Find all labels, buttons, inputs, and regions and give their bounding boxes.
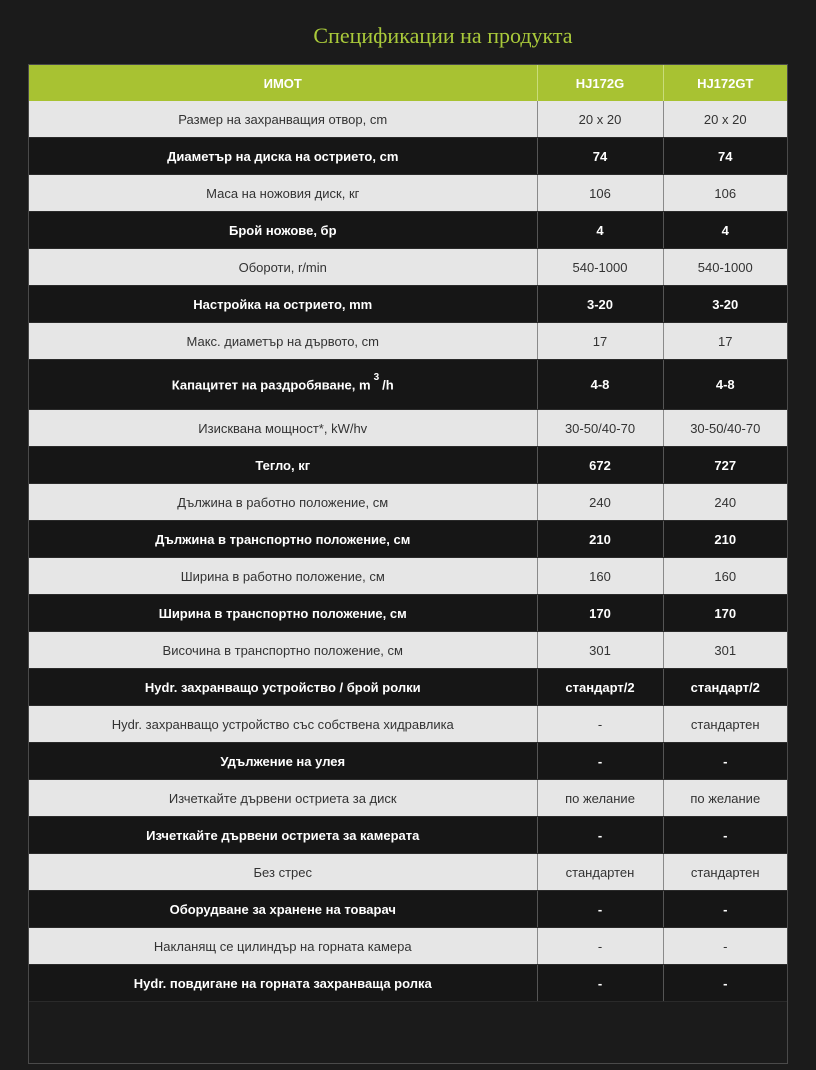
- table-row: [29, 891, 787, 928]
- table-row: [29, 780, 787, 817]
- table-row: [29, 706, 787, 743]
- property-label: [29, 212, 537, 249]
- value-hj172gt: стандартен: [663, 854, 787, 891]
- property-label: [29, 928, 537, 965]
- value-hj172gt: 3-20: [663, 286, 787, 323]
- value-hj172gt: -: [663, 743, 787, 780]
- property-label: [29, 323, 537, 360]
- property-label: [29, 891, 537, 928]
- table-header-row: [29, 65, 787, 101]
- table-row: [29, 447, 787, 484]
- value-hj172g: 20 x 20: [537, 101, 663, 138]
- table-row: [29, 854, 787, 891]
- spec-table: [29, 65, 787, 1002]
- header-model-hj172g: HJ172G: [537, 65, 663, 101]
- property-label: [29, 484, 537, 521]
- value-hj172gt: 20 x 20: [663, 101, 787, 138]
- property-label: [29, 854, 537, 891]
- property-label: [29, 632, 537, 669]
- value-hj172g: 17: [537, 323, 663, 360]
- property-label-text: Удължение на улея: [220, 753, 346, 769]
- property-label-text: Дължина в работно положение, см: [177, 494, 389, 510]
- value-hj172g: -: [537, 743, 663, 780]
- property-label-text: Без стрес: [253, 864, 312, 880]
- table-row: [29, 669, 787, 706]
- value-hj172g: 3-20: [537, 286, 663, 323]
- property-label-text: Настройка на острието, mm: [193, 296, 373, 312]
- value-hj172g: 160: [537, 558, 663, 595]
- value-hj172gt: 240: [663, 484, 787, 521]
- property-label: [29, 706, 537, 743]
- property-label: [29, 447, 537, 484]
- value-hj172gt: 106: [663, 175, 787, 212]
- property-label: [29, 780, 537, 817]
- table-row: [29, 595, 787, 632]
- value-hj172gt: -: [663, 891, 787, 928]
- value-hj172g: по желание: [537, 780, 663, 817]
- value-hj172g: -: [537, 891, 663, 928]
- property-label: [29, 817, 537, 854]
- property-label-text: Изчеткайте дървени остриета за камерата: [146, 827, 420, 843]
- value-hj172g: -: [537, 928, 663, 965]
- property-label-text: Височина в транспортно положение, см: [162, 642, 403, 658]
- table-row: [29, 323, 787, 360]
- value-hj172gt: 160: [663, 558, 787, 595]
- property-label-text: Макс. диаметър на дървото, cm: [186, 333, 379, 349]
- table-row: [29, 175, 787, 212]
- property-label: [29, 558, 537, 595]
- property-label: [29, 101, 537, 138]
- property-label-text: Hydr. повдигане на горната захранваща ролка: [133, 975, 432, 991]
- value-hj172gt: 74: [663, 138, 787, 175]
- table-row: [29, 817, 787, 854]
- value-hj172gt: стандартен: [663, 706, 787, 743]
- property-label-text: Накланящ се цилиндър на горната камера: [153, 938, 412, 954]
- table-row: [29, 743, 787, 780]
- table-row: [29, 360, 787, 410]
- property-label: [29, 360, 537, 410]
- value-hj172g: -: [537, 706, 663, 743]
- table-row: [29, 286, 787, 323]
- property-label: [29, 249, 537, 286]
- property-label-text: Изисквана мощност*, kW/hv: [198, 420, 368, 436]
- property-label-text: Ширина в транспортно положение, см: [158, 605, 407, 621]
- spec-table-body: [29, 101, 787, 1002]
- property-label-text: Изчеткайте дървени остриета за диск: [168, 790, 397, 806]
- property-label-text: Ширина в работно положение, см: [180, 568, 385, 584]
- value-hj172gt: 4: [663, 212, 787, 249]
- value-hj172g: 210: [537, 521, 663, 558]
- value-hj172g: 30-50/40-70: [537, 410, 663, 447]
- table-row: [29, 410, 787, 447]
- property-label: [29, 286, 537, 323]
- property-label-text: Hydr. захранващо устройство със собствена хидравлика: [111, 716, 454, 732]
- property-label: [29, 521, 537, 558]
- property-label-text: Размер на захранващия отвор, cm: [178, 111, 388, 127]
- value-hj172gt: стандарт/2: [663, 669, 787, 706]
- property-label-text: Маса на ножовия диск, кг: [206, 185, 360, 201]
- value-hj172g: -: [537, 965, 663, 1002]
- table-row: [29, 521, 787, 558]
- property-label: [29, 743, 537, 780]
- property-label: [29, 595, 537, 632]
- spec-panel: [28, 64, 788, 1064]
- value-hj172gt: 4-8: [663, 360, 787, 410]
- value-hj172gt: 210: [663, 521, 787, 558]
- value-hj172gt: 170: [663, 595, 787, 632]
- value-hj172g: -: [537, 817, 663, 854]
- header-property: ИМОТ: [29, 65, 537, 101]
- value-hj172gt: 301: [663, 632, 787, 669]
- property-label: [29, 138, 537, 175]
- property-label-text: Оборудване за хранене на товарач: [169, 901, 396, 917]
- value-hj172gt: по желание: [663, 780, 787, 817]
- table-row: [29, 212, 787, 249]
- value-hj172g: 170: [537, 595, 663, 632]
- property-label-text: Диаметър на диска на острието, cm: [167, 148, 399, 164]
- value-hj172g: стандарт/2: [537, 669, 663, 706]
- value-hj172g: 240: [537, 484, 663, 521]
- property-label: [29, 175, 537, 212]
- value-hj172g: 4-8: [537, 360, 663, 410]
- table-row: [29, 138, 787, 175]
- value-hj172g: 106: [537, 175, 663, 212]
- table-row: [29, 558, 787, 595]
- table-row: [29, 249, 787, 286]
- value-hj172gt: 30-50/40-70: [663, 410, 787, 447]
- property-label-text: Обороти, r/min: [238, 259, 327, 275]
- property-label-text: Дължина в транспортно положение, см: [155, 531, 411, 547]
- unit-superscript: 3: [373, 372, 380, 384]
- property-label: [29, 965, 537, 1002]
- page-title: Спецификации на продукта: [313, 23, 573, 48]
- table-row: [29, 632, 787, 669]
- table-row: [29, 965, 787, 1002]
- value-hj172g: 672: [537, 447, 663, 484]
- value-hj172gt: -: [663, 817, 787, 854]
- value-hj172gt: -: [663, 965, 787, 1002]
- table-row: [29, 928, 787, 965]
- value-hj172g: 4: [537, 212, 663, 249]
- property-label-text: Капацитет на раздробяване, m: [171, 377, 371, 393]
- value-hj172g: 301: [537, 632, 663, 669]
- value-hj172g: стандартен: [537, 854, 663, 891]
- value-hj172gt: 727: [663, 447, 787, 484]
- value-hj172gt: 540-1000: [663, 249, 787, 286]
- property-label-text: Hydr. захранващо устройство / брой ролки: [144, 679, 421, 695]
- property-label-text: Тегло, кг: [255, 457, 311, 473]
- property-label: [29, 669, 537, 706]
- property-label-text: Брой ножове, бр: [228, 222, 337, 238]
- value-hj172gt: -: [663, 928, 787, 965]
- header-model-hj172gt: HJ172GT: [663, 65, 787, 101]
- table-row: [29, 101, 787, 138]
- unit-suffix: /h: [382, 377, 394, 393]
- value-hj172g: 74: [537, 138, 663, 175]
- property-label: [29, 410, 537, 447]
- value-hj172g: 540-1000: [537, 249, 663, 286]
- table-row: [29, 484, 787, 521]
- value-hj172gt: 17: [663, 323, 787, 360]
